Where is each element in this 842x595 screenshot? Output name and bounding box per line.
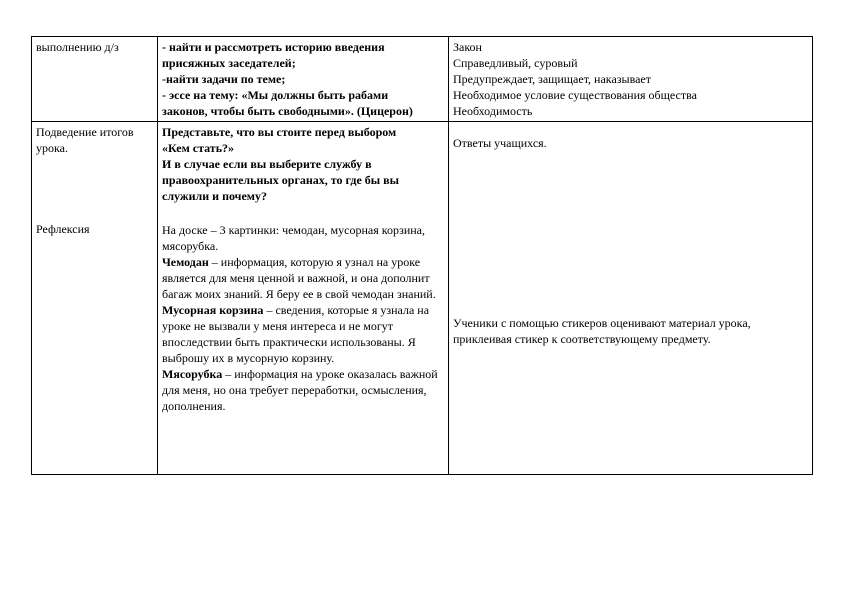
reflection-item-trash-bin (162, 302, 444, 366)
teacher-activity-cell (158, 37, 449, 122)
term-trash-bin: Мусорная корзина (162, 303, 264, 317)
lesson-table (31, 36, 813, 475)
student-activity-cell (449, 122, 813, 475)
stage-reflection-label: Рефлексия (36, 222, 90, 236)
cluster-line: Необходимость (453, 104, 533, 118)
stage-summary-label: Подведение итогов урока. (36, 125, 134, 155)
question-line: правоохранительных органах, то где бы вы (162, 173, 400, 187)
teacher-activity-cell (158, 122, 449, 475)
table-row (32, 37, 813, 122)
stage-homework-label: выполнению д/з (36, 40, 119, 54)
question-line: Представьте, что вы стоите перед выбором (162, 125, 397, 139)
homework-line: -найти задачи по теме; (162, 72, 286, 86)
homework-line: - найти и рассмотреть историю введения (162, 40, 385, 54)
term-suitcase: Чемодан (162, 255, 209, 269)
definition-suitcase: – информация, которую я узнал на уроке является для меня ценной и важной, и она дополнит багаж моих знаний. Я беру ее в свой чемодан знаний. (162, 255, 436, 301)
question-line: служили и почему? (162, 189, 267, 203)
reflection-intro: На доске – 3 картинки: чемодан, мусорная корзина, мясорубка. (162, 223, 425, 253)
career-question (162, 124, 444, 204)
definition-trash-bin: – сведения, которые я узнала на уроке не вызвали у меня интереса и не могут впоследствии быть практически использованы. Я выброшу их в мусорную корзину. (162, 303, 430, 365)
stage-cell (32, 122, 158, 475)
cluster-line: Закон (453, 40, 482, 54)
reflection-item-suitcase (162, 254, 444, 302)
cluster-line: Необходимое условие существования общества (453, 88, 697, 102)
stage-cell (32, 37, 158, 122)
homework-line: присяжных заседателей; (162, 56, 296, 70)
reflection-item-meat-grinder (162, 366, 444, 414)
definition-meat-grinder: – информация на уроке оказалась важной для меня, но она требует переработки, осмысления, дополнения. (162, 367, 438, 413)
table-row (32, 122, 813, 475)
question-line: И в случае если вы выберите службу в (162, 157, 372, 171)
student-answers-text: Ответы учащихся. (453, 136, 547, 150)
cluster-line: Справедливый, суровый (453, 56, 578, 70)
student-activity-cell (449, 37, 813, 122)
question-line: «Кем стать?» (162, 141, 235, 155)
sticker-evaluation-text: Ученики с помощью стикеров оценивают материал урока, приклеивая стикер к соответствующему предмету. (453, 316, 751, 346)
reflection-block (162, 222, 444, 414)
term-meat-grinder: Мясорубка (162, 367, 223, 381)
homework-line: законов, чтобы быть свободными». (Цицерон) (162, 104, 413, 118)
cluster-line: Предупреждает, защищает, наказывает (453, 72, 651, 86)
homework-line: - эссе на тему: «Мы должны быть рабами (162, 88, 389, 102)
